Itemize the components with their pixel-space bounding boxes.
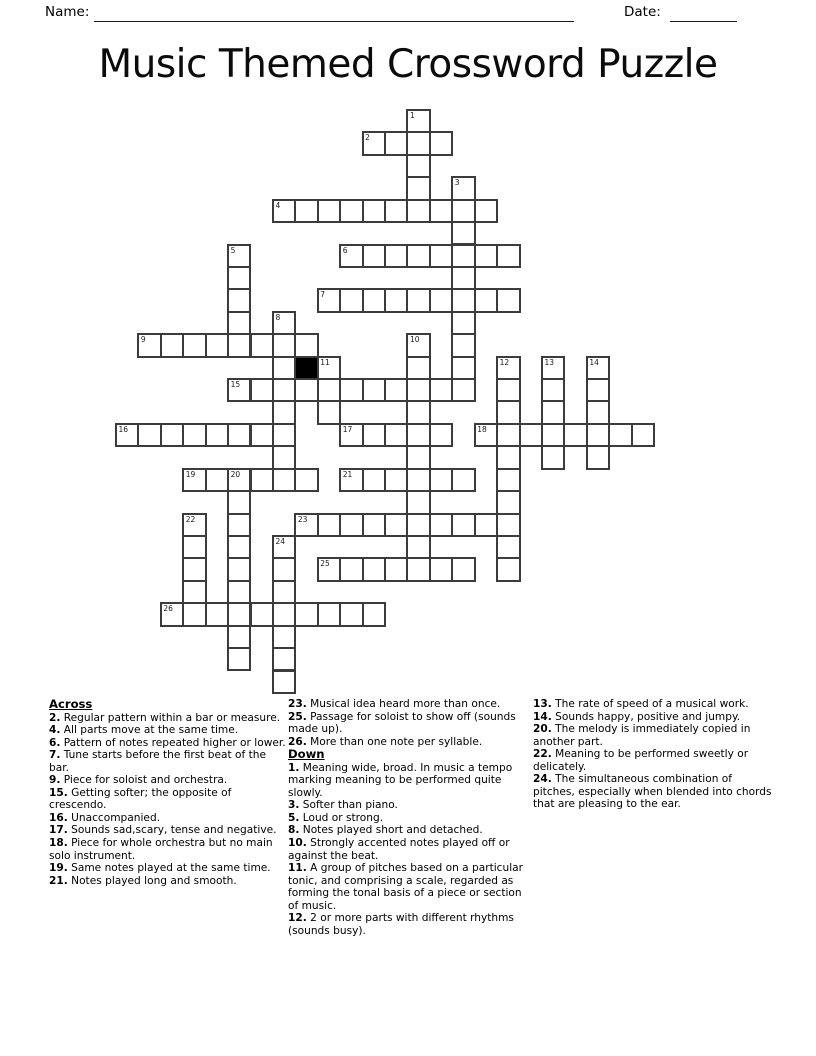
grid-cell-r3-c15[interactable] xyxy=(451,176,475,200)
grid-cell-r12-c8[interactable] xyxy=(294,378,318,402)
clue-down-22: 22. Meaning to be performed sweetly or delicately. xyxy=(533,748,749,773)
cell-number-7: 7 xyxy=(320,290,326,300)
grid-cell-r4-c16[interactable] xyxy=(474,199,498,223)
grid-cell-r13-c17[interactable] xyxy=(496,400,520,424)
cell-number-17: 17 xyxy=(342,424,353,434)
grid-cell-r14-c1[interactable] xyxy=(137,423,161,447)
cell-number-2: 2 xyxy=(365,133,370,143)
grid-cell-r8-c14[interactable] xyxy=(429,288,453,312)
black-cell xyxy=(294,356,318,380)
grid-cell-r14-c19[interactable] xyxy=(541,423,565,447)
grid-cell-r15-c7[interactable] xyxy=(272,445,296,469)
grid-cell-r9-c5[interactable] xyxy=(227,311,251,335)
clue-down-20: 20. The melody is immediately copied in another part. xyxy=(533,723,751,748)
grid-cell-r22-c3[interactable] xyxy=(182,602,206,626)
clue-across-16: 16. Unaccompanied. xyxy=(49,811,161,824)
grid-cell-r14-c11[interactable] xyxy=(362,423,386,447)
clue-column-2 xyxy=(288,698,533,937)
grid-cell-r12-c19[interactable] xyxy=(541,378,565,402)
clue-across-23: 23. Musical idea heard more than once. xyxy=(288,698,501,710)
grid-cell-r3-c13[interactable] xyxy=(406,176,430,200)
grid-cell-r20-c10[interactable] xyxy=(339,557,363,581)
name-fill-line[interactable] xyxy=(94,4,574,22)
grid-cell-r10-c4[interactable] xyxy=(205,333,229,357)
grid-cell-r4-c11[interactable] xyxy=(362,199,386,223)
clue-down-3: 3. Softer than piano. xyxy=(288,799,398,812)
grid-cell-r0-c13[interactable] xyxy=(406,109,430,133)
cell-number-22: 22 xyxy=(185,514,196,524)
grid-cell-r22-c2[interactable] xyxy=(160,602,184,626)
grid-cell-r22-c4[interactable] xyxy=(205,602,229,626)
grid-cell-r15-c13[interactable] xyxy=(406,445,430,469)
grid-cell-r12-c12[interactable] xyxy=(384,378,408,402)
grid-cell-r18-c14[interactable] xyxy=(429,513,453,537)
grid-cell-r10-c1[interactable] xyxy=(137,333,161,357)
grid-cell-r6-c11[interactable] xyxy=(362,244,386,268)
grid-cell-r18-c10[interactable] xyxy=(339,513,363,537)
grid-cell-r20-c7[interactable] xyxy=(272,557,296,581)
grid-cell-r12-c17[interactable] xyxy=(496,378,520,402)
grid-cell-r19-c3[interactable] xyxy=(182,535,206,559)
grid-cell-r8-c13[interactable] xyxy=(406,288,430,312)
grid-cell-r22-c5[interactable] xyxy=(227,602,251,626)
clue-across-18: 18. Piece for whole orchestra but no main solo instrument. xyxy=(49,836,273,862)
grid-cell-r7-c5[interactable] xyxy=(227,266,251,290)
grid-cell-r4-c7[interactable] xyxy=(272,199,296,223)
grid-cell-r9-c7[interactable] xyxy=(272,311,296,335)
grid-cell-r12-c10[interactable] xyxy=(339,378,363,402)
grid-cell-r22-c8[interactable] xyxy=(294,602,318,626)
grid-cell-r10-c13[interactable] xyxy=(406,333,430,357)
cell-number-5: 5 xyxy=(230,245,236,255)
grid-cell-r21-c5[interactable] xyxy=(227,580,251,604)
grid-cell-r8-c9[interactable] xyxy=(317,288,341,312)
grid-cell-r12-c11[interactable] xyxy=(362,378,386,402)
cell-number-24: 24 xyxy=(275,536,285,546)
grid-cell-r22-c11[interactable] xyxy=(362,602,386,626)
grid-cell-r20-c14[interactable] xyxy=(429,557,453,581)
grid-cell-r13-c21[interactable] xyxy=(586,400,610,424)
cell-number-11: 11 xyxy=(320,357,330,367)
grid-cell-r18-c9[interactable] xyxy=(317,513,341,537)
grid-cell-r17-c13[interactable] xyxy=(406,490,430,514)
grid-cell-r6-c10[interactable] xyxy=(339,244,363,268)
grid-cell-r14-c6[interactable] xyxy=(250,423,274,447)
grid-cell-r22-c9[interactable] xyxy=(317,602,341,626)
page-title: Music Themed Crossword Puzzle xyxy=(98,42,718,87)
grid-cell-r4-c10[interactable] xyxy=(339,199,363,223)
grid-cell-r18-c8[interactable] xyxy=(294,513,318,537)
grid-cell-r14-c18[interactable] xyxy=(519,423,543,447)
grid-cell-r16-c10[interactable] xyxy=(339,468,363,492)
grid-cell-r11-c7[interactable] xyxy=(272,356,296,380)
grid-cell-r7-c15[interactable] xyxy=(451,266,475,290)
grid-cell-r13-c7[interactable] xyxy=(272,400,296,424)
grid-cell-r1-c13[interactable] xyxy=(406,131,430,155)
clue-across-26: 26. More than one note per syllable. xyxy=(288,735,483,748)
grid-cell-r20-c15[interactable] xyxy=(451,557,475,581)
grid-cell-r5-c15[interactable] xyxy=(451,221,475,245)
grid-cell-r14-c4[interactable] xyxy=(205,423,229,447)
grid-cell-r15-c19[interactable] xyxy=(541,445,565,469)
clue-down-5: 5. Loud or strong. xyxy=(288,811,384,824)
grid-cell-r17-c5[interactable] xyxy=(227,490,251,514)
grid-cell-r14-c2[interactable] xyxy=(160,423,184,447)
grid-cell-r8-c15[interactable] xyxy=(451,288,475,312)
clue-down-1: 1. Meaning wide, broad. In music a tempo marking meaning to be performed quite slowly. xyxy=(288,761,513,799)
grid-cell-r10-c3[interactable] xyxy=(182,333,206,357)
grid-cell-r14-c22[interactable] xyxy=(608,423,632,447)
cell-number-18: 18 xyxy=(477,424,487,434)
grid-cell-r21-c3[interactable] xyxy=(182,580,206,604)
grid-cell-r10-c6[interactable] xyxy=(250,333,274,357)
grid-cell-r16-c12[interactable] xyxy=(384,468,408,492)
grid-cell-r10-c7[interactable] xyxy=(272,333,296,357)
grid-cell-r11-c13[interactable] xyxy=(406,356,430,380)
grid-cell-r12-c6[interactable] xyxy=(250,378,274,402)
grid-cell-r24-c7[interactable] xyxy=(272,647,296,671)
clue-across-6: 6. Pattern of notes repeated higher or lower. xyxy=(49,736,286,749)
grid-cell-r11-c15[interactable] xyxy=(451,356,475,380)
grid-cell-r8-c10[interactable] xyxy=(339,288,363,312)
crossword-grid xyxy=(116,110,656,695)
clue-down-14: 14. Sounds happy, positive and jumpy. xyxy=(533,710,741,723)
grid-cell-r19-c17[interactable] xyxy=(496,535,520,559)
grid-cell-r22-c7[interactable] xyxy=(272,602,296,626)
across-heading: Across xyxy=(49,697,93,711)
grid-cell-r14-c21[interactable] xyxy=(586,423,610,447)
grid-cell-r16-c13[interactable] xyxy=(406,468,430,492)
grid-cell-r18-c15[interactable] xyxy=(451,513,475,537)
cell-number-26: 26 xyxy=(163,604,173,614)
grid-cell-r18-c16[interactable] xyxy=(474,513,498,537)
grid-cell-r18-c17[interactable] xyxy=(496,513,520,537)
grid-cell-r14-c17[interactable] xyxy=(496,423,520,447)
grid-cell-r4-c12[interactable] xyxy=(384,199,408,223)
grid-cell-r6-c12[interactable] xyxy=(384,244,408,268)
grid-cell-r8-c11[interactable] xyxy=(362,288,386,312)
grid-cell-r20-c5[interactable] xyxy=(227,557,251,581)
cell-number-9: 9 xyxy=(140,335,146,345)
grid-cell-r1-c12[interactable] xyxy=(384,131,408,155)
grid-cell-r15-c17[interactable] xyxy=(496,445,520,469)
cell-number-20: 20 xyxy=(230,469,241,479)
grid-cell-r21-c7[interactable] xyxy=(272,580,296,604)
cell-number-19: 19 xyxy=(185,469,196,479)
grid-cell-r16-c11[interactable] xyxy=(362,468,386,492)
grid-cell-r18-c13[interactable] xyxy=(406,513,430,537)
grid-cell-r6-c16[interactable] xyxy=(474,244,498,268)
grid-cell-r14-c12[interactable] xyxy=(384,423,408,447)
grid-cell-r1-c11[interactable] xyxy=(362,131,386,155)
grid-cell-r22-c6[interactable] xyxy=(250,602,274,626)
grid-cell-r12-c5[interactable] xyxy=(227,378,251,402)
clue-down-13: 13. The rate of speed of a musical work. xyxy=(533,698,749,710)
grid-cell-r6-c13[interactable] xyxy=(406,244,430,268)
grid-cell-r11-c9[interactable] xyxy=(317,356,341,380)
clue-down-24: 24. The simultaneous combination of pitches, especially when blended into chords that are pleasing to the ear. xyxy=(533,773,772,811)
clue-across-19: 19. Same notes played at the same time. xyxy=(49,862,271,875)
grid-cell-r16-c7[interactable] xyxy=(272,468,296,492)
grid-cell-r14-c23[interactable] xyxy=(631,423,655,447)
grid-cell-r17-c17[interactable] xyxy=(496,490,520,514)
clue-column-3 xyxy=(533,698,775,811)
grid-cell-r19-c13[interactable] xyxy=(406,535,430,559)
grid-cell-r20-c12[interactable] xyxy=(384,557,408,581)
grid-cell-r4-c9[interactable] xyxy=(317,199,341,223)
cell-number-15: 15 xyxy=(230,380,241,390)
grid-cell-r22-c10[interactable] xyxy=(339,602,363,626)
grid-cell-r10-c2[interactable] xyxy=(160,333,184,357)
cell-number-1: 1 xyxy=(409,111,415,120)
grid-cell-r4-c15[interactable] xyxy=(451,199,475,223)
grid-cell-r18-c3[interactable] xyxy=(182,513,206,537)
cell-number-21: 21 xyxy=(342,469,353,479)
grid-cell-r4-c13[interactable] xyxy=(406,199,430,223)
grid-cell-r14-c10[interactable] xyxy=(339,423,363,447)
clue-down-10: 10. Strongly accented notes played off or against the beat. xyxy=(288,836,510,862)
cell-number-14: 14 xyxy=(589,357,599,367)
grid-cell-r19-c7[interactable] xyxy=(272,535,296,559)
clue-across-15: 15. Getting softer; the opposite of crescendo. xyxy=(49,786,232,812)
grid-cell-r16-c5[interactable] xyxy=(227,468,251,492)
grid-cell-r14-c7[interactable] xyxy=(272,423,296,447)
grid-cell-r10-c5[interactable] xyxy=(227,333,251,357)
grid-cell-r18-c5[interactable] xyxy=(227,513,251,537)
grid-cell-r11-c21[interactable] xyxy=(586,356,610,380)
grid-cell-r16-c17[interactable] xyxy=(496,468,520,492)
clue-column-1 xyxy=(49,698,286,887)
grid-cell-r14-c20[interactable] xyxy=(563,423,587,447)
grid-cell-r16-c3[interactable] xyxy=(182,468,206,492)
clue-across-25: 25. Passage for soloist to show off (sounds made up). xyxy=(288,710,516,736)
grid-cell-r18-c11[interactable] xyxy=(362,513,386,537)
date-fill-line[interactable] xyxy=(670,4,737,22)
grid-cell-r9-c15[interactable] xyxy=(451,311,475,335)
grid-cell-r12-c13[interactable] xyxy=(406,378,430,402)
grid-cell-r20-c17[interactable] xyxy=(496,557,520,581)
cell-number-16: 16 xyxy=(118,424,129,434)
grid-cell-r13-c9[interactable] xyxy=(317,400,341,424)
grid-cell-r4-c14[interactable] xyxy=(429,199,453,223)
grid-cell-r6-c14[interactable] xyxy=(429,244,453,268)
grid-cell-r14-c14[interactable] xyxy=(429,423,453,447)
grid-cell-r23-c7[interactable] xyxy=(272,625,296,649)
cell-number-25: 25 xyxy=(320,559,330,569)
cell-number-6: 6 xyxy=(342,245,348,255)
clue-down-12: 12. 2 or more parts with different rhythms (sounds busy). xyxy=(288,912,514,937)
grid-cell-r11-c17[interactable] xyxy=(496,356,520,380)
grid-cell-r16-c15[interactable] xyxy=(451,468,475,492)
clue-down-11: 11. A group of pitches based on a particular tonic, and comprising a scale, regarded as forming the tonal basis of a piece or section of music. xyxy=(288,862,524,912)
grid-cell-r8-c5[interactable] xyxy=(227,288,251,312)
grid-cell-r20-c9[interactable] xyxy=(317,557,341,581)
date-label: Date: xyxy=(624,4,661,20)
cell-number-3: 3 xyxy=(454,178,460,188)
clue-across-9: 9. Piece for soloist and orchestra. xyxy=(49,774,228,787)
clue-across-4: 4. All parts move at the same time. xyxy=(49,724,239,737)
grid-cell-r8-c12[interactable] xyxy=(384,288,408,312)
grid-cell-r15-c21[interactable] xyxy=(586,445,610,469)
grid-cell-r20-c3[interactable] xyxy=(182,557,206,581)
grid-cell-r12-c21[interactable] xyxy=(586,378,610,402)
grid-cell-r23-c5[interactable] xyxy=(227,625,251,649)
cell-number-13: 13 xyxy=(544,357,555,367)
grid-cell-r6-c15[interactable] xyxy=(451,244,475,268)
grid-cell-r6-c17[interactable] xyxy=(496,244,520,268)
grid-cell-r14-c13[interactable] xyxy=(406,423,430,447)
cell-number-23: 23 xyxy=(297,514,308,524)
grid-cell-r13-c19[interactable] xyxy=(541,400,565,424)
name-label: Name: xyxy=(45,4,90,20)
grid-cell-r4-c8[interactable] xyxy=(294,199,318,223)
grid-cell-r19-c5[interactable] xyxy=(227,535,251,559)
grid-cell-r14-c3[interactable] xyxy=(182,423,206,447)
cell-number-4: 4 xyxy=(275,200,281,210)
cell-number-10: 10 xyxy=(409,335,420,345)
grid-cell-r13-c13[interactable] xyxy=(406,400,430,424)
clue-across-21: 21. Notes played long and smooth. xyxy=(49,874,237,887)
grid-cell-r18-c12[interactable] xyxy=(384,513,408,537)
grid-cell-r12-c15[interactable] xyxy=(451,378,475,402)
grid-cell-r14-c5[interactable] xyxy=(227,423,251,447)
grid-cell-r16-c6[interactable] xyxy=(250,468,274,492)
grid-cell-r10-c15[interactable] xyxy=(451,333,475,357)
grid-cell-r16-c4[interactable] xyxy=(205,468,229,492)
clue-across-17: 17. Sounds sad,scary, tense and negative. xyxy=(49,824,277,837)
grid-cell-r14-c16[interactable] xyxy=(474,423,498,447)
clue-down-8: 8. Notes played short and detached. xyxy=(288,824,483,837)
cell-number-8: 8 xyxy=(275,312,281,322)
grid-cell-r11-c19[interactable] xyxy=(541,356,565,380)
grid-cell-r12-c9[interactable] xyxy=(317,378,341,402)
clue-across-2: 2. Regular pattern within a bar or measure. xyxy=(49,711,281,724)
grid-cell-r20-c11[interactable] xyxy=(362,557,386,581)
grid-cell-r6-c5[interactable] xyxy=(227,244,251,268)
grid-cell-r10-c8[interactable] xyxy=(294,333,318,357)
grid-cell-r16-c8[interactable] xyxy=(294,468,318,492)
cell-number-12: 12 xyxy=(499,357,510,367)
grid-cell-r12-c14[interactable] xyxy=(429,378,453,402)
grid-cell-r24-c5[interactable] xyxy=(227,647,251,671)
grid-cell-r25-c7[interactable] xyxy=(272,670,296,694)
grid-cell-r2-c13[interactable] xyxy=(406,154,430,178)
grid-cell-r8-c17[interactable] xyxy=(496,288,520,312)
down-heading: Down xyxy=(288,747,325,762)
grid-cell-r8-c16[interactable] xyxy=(474,288,498,312)
grid-cell-r20-c13[interactable] xyxy=(406,557,430,581)
clue-across-7: 7. Tune starts before the first beat of the bar. xyxy=(49,749,267,774)
grid-cell-r1-c14[interactable] xyxy=(429,131,453,155)
grid-cell-r16-c14[interactable] xyxy=(429,468,453,492)
grid-cell-r14-c0[interactable] xyxy=(115,423,139,447)
grid-cell-r12-c7[interactable] xyxy=(272,378,296,402)
